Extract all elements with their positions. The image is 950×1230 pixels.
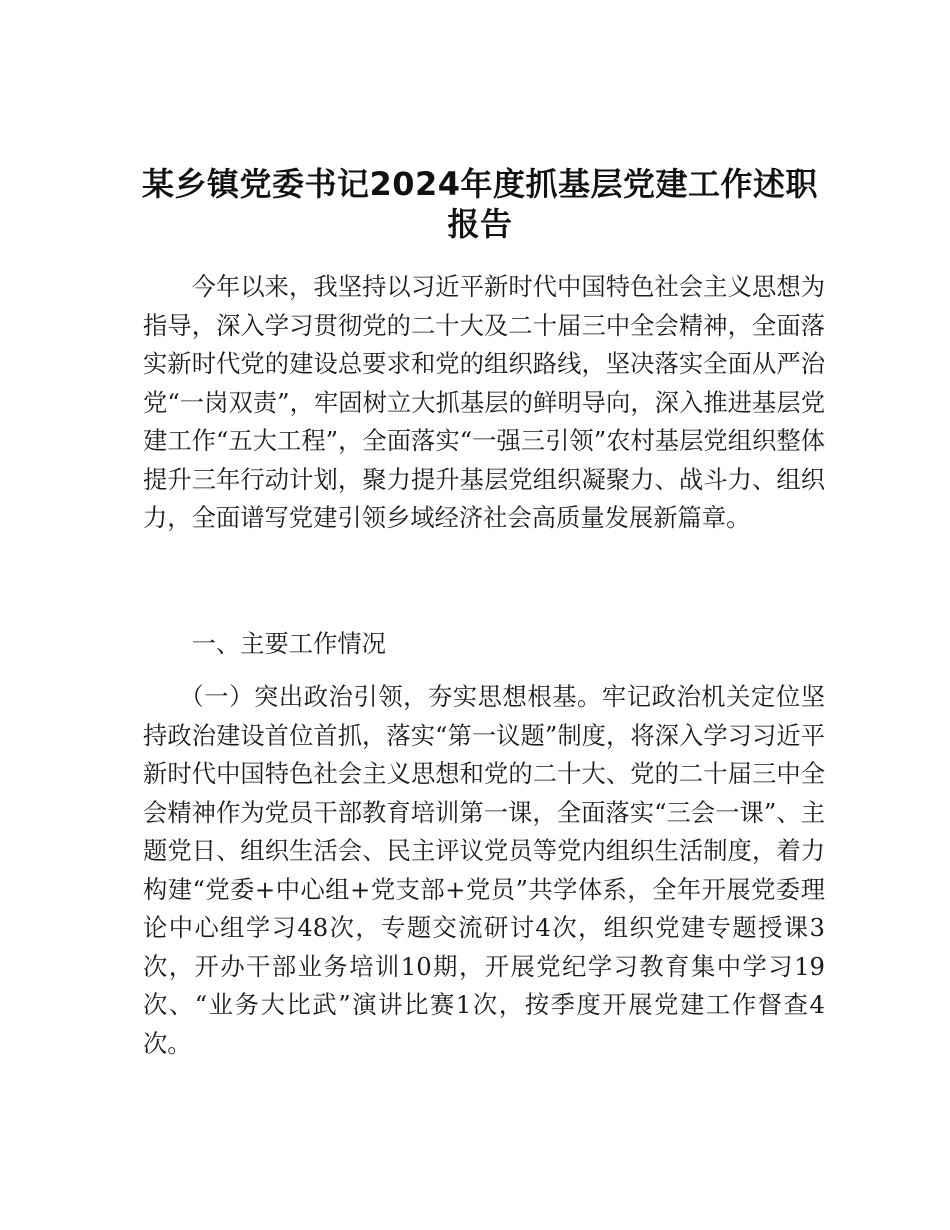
section-heading: 一、主要工作情况	[191, 629, 386, 658]
document-title: 某乡镇党委书记2024年度抓基层党建工作述职报告	[141, 165, 819, 243]
intro-paragraph: 今年以来，我坚持以习近平新时代中国特色社会主义思想为指导，深入学习贯彻党的二十大及二十届三中全会精神，全面落实新时代党的建设总要求和党的组织路线，坚决落实全面从严治党“一岗双责”，牢固树立大抓基层的鲜明导向，深入推进基层党建工作“五大工程”，全面落实“一强三引领”农村基层党组织整体提升三年行动计划，聚力提升基层党组织凝聚力、战斗力、组织力，全面谱写党建引领乡域经济社会高质量发展新篇章。	[143, 272, 825, 532]
subsection-paragraph: （一）突出政治引领，夯实思想根基。牢记政治机关定位坚持政治建设首位首抓，落实“第一议题”制度，将深入学习习近平新时代中国特色社会主义思想和党的二十大、党的二十届三中全会精神作为党员干部教育培训第一课，全面落实“三会一课”、主题党日、组织生活会、民主评议党员等党内组织生活制度，着力构建“党委+中心组+党支部+党员”共学体系，全年开展党委理论中心组学习48次，专题交流研讨4次，组织党建专题授课3次，开办干部业务培训10期，开展党纪学习教育集中学习19次、“业务大比武”演讲比赛1次，按季度开展党建工作督查4次。	[143, 682, 825, 1058]
